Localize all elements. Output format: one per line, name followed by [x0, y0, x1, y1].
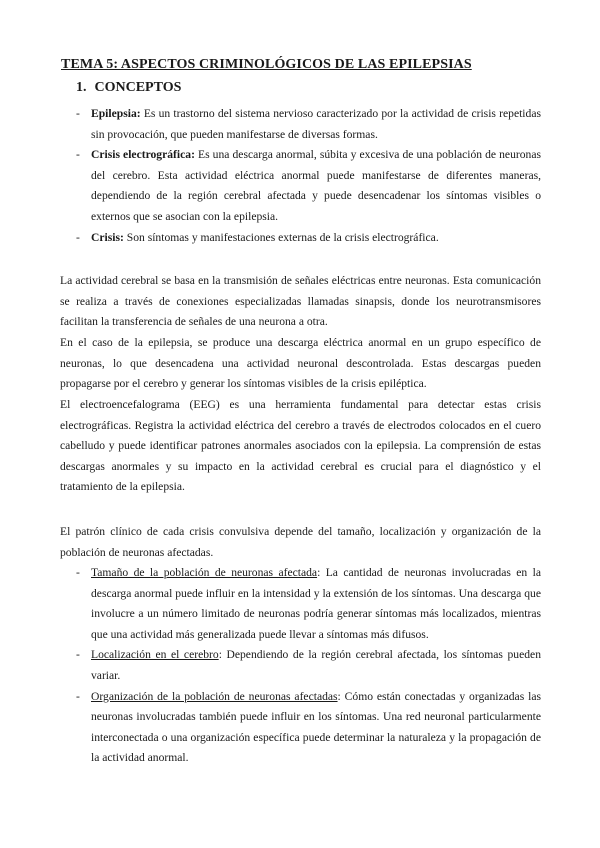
- factor-term: Organización de la población de neuronas afectadas: [91, 689, 338, 703]
- definition-text: Es un trastorno del sistema nervioso caracterizado por la actividad de crisis repetidas sin provocación, que pueden manifestarse de diversas formas.: [91, 107, 541, 141]
- factor-item-localizacion: [71, 645, 541, 686]
- document-title: TEMA 5: ASPECTOS CRIMINOLÓGICOS DE LAS EPILEPSIAS: [61, 57, 472, 72]
- factor-text: : Cómo están conectadas y organizadas las neuronas involucradas también puede influir en los síntomas. Una red neuronal particularmente interconectada o una organización específica puede determinar la naturaleza y la propagación de la actividad anormal.: [91, 689, 541, 765]
- definition-item-crisis: [71, 228, 541, 249]
- definition-text: Son síntomas y manifestaciones externas de la crisis electrográfica.: [123, 230, 439, 244]
- definition-term: Crisis:: [91, 230, 124, 244]
- factor-term: Localización en el cerebro: [91, 648, 219, 662]
- definition-item-crisis-electrografica: [71, 145, 541, 227]
- definition-text: Es una descarga anormal, súbita y excesiva de una población de neuronas del cerebro. Esta actividad eléctrica anormal puede manifestarse de diferentes maneras, dependiendo de la región cerebral afectada y puede desencadenar los síntomas visibles o externos que se asocian con la epilepsia.: [91, 148, 541, 223]
- body-paragraph: El electroencefalograma (EEG) es una herramienta fundamental para detectar estas crisis electrográficas. Registra la actividad eléctrica del cerebro a través de electrodos colocados en el cuero cabelludo y puede identificar patrones anormales asociados con la epilepsia. La comprensión de estas descargas anormales y su impacto en la actividad cerebral es crucial para el diagnóstico y el tratamiento de la epilepsia.: [60, 398, 541, 494]
- definition-term: Crisis electrográfica:: [91, 148, 195, 162]
- definition-term: Epilepsia:: [91, 107, 141, 120]
- factor-term: Tamaño de la población de neuronas afectada: [91, 566, 318, 579]
- section-heading: [76, 80, 181, 96]
- definitions-list: [71, 104, 541, 248]
- section-heading-text: CONCEPTOS: [94, 80, 182, 95]
- factor-text: : La cantidad de neuronas involucradas en la descarga anormal puede influir en la intensidad y la extensión de los síntomas. Una descarga que involucre a un número limitado de neuronas podría generar síntomas más localizados, mientras que una actividad más generalizada puede llevar a síntomas más difusos.: [91, 566, 541, 641]
- body-paragraph: En el caso de la epilepsia, se produce una descarga eléctrica anormal en un grupo específico de neuronas, lo que desencadena una actividad neuronal descontrolada. Estas descargas pueden propagarse por el cerebro y generar los síntomas visibles de la crisis epiléptica.: [60, 336, 541, 391]
- factor-item-organizacion: [71, 687, 541, 769]
- factor-text: : Dependiendo de la región cerebral afectada, los síntomas pueden variar.: [91, 648, 541, 682]
- body-paragraph: El patrón clínico de cada crisis convulsiva depende del tamaño, localización y organización de la población de neuronas afectadas.: [60, 525, 541, 559]
- factors-list: [71, 563, 541, 769]
- definition-item-epilepsia: [71, 104, 541, 145]
- section-number: 1.: [76, 80, 87, 95]
- factor-item-tamano: [71, 563, 541, 645]
- body-paragraph: La actividad cerebral se basa en la transmisión de señales eléctricas entre neuronas. Esta comunicación se realiza a través de conexiones especializadas llamadas sinapsis, donde los neurotransmisores facilitan la transferencia de señales de una neurona a otra.: [60, 274, 541, 329]
